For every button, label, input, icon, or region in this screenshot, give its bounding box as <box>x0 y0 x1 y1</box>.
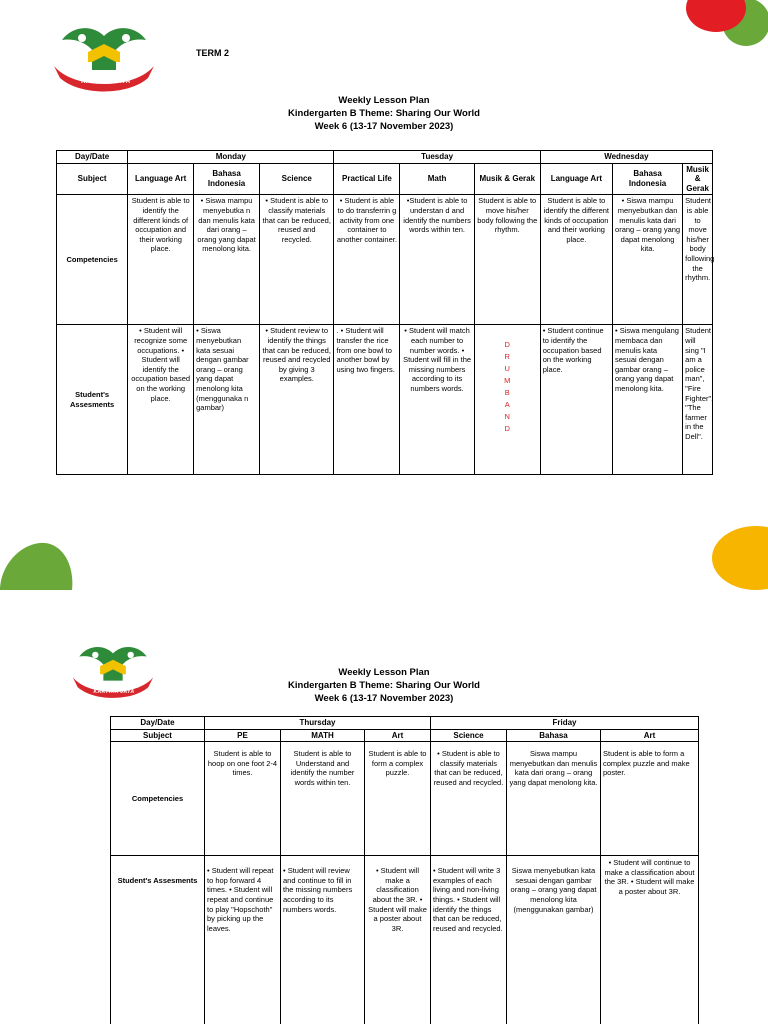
subject-cell: Musik & Gerak <box>474 163 540 195</box>
day-date-header: Day/Date <box>57 151 128 164</box>
assessment-cell: • Student will make a classification about the 3R. • Student will make a poster about 3R. <box>365 856 431 1024</box>
assessment-cell: • Student will write 3 examples of each living and non-living things. • Student will identify the things that can be reduced, reused and recycled. <box>431 856 507 1024</box>
yellow-blob-right <box>708 522 768 590</box>
competency-cell: • Student is able to classify materials that can be reduced, reused and recycled. <box>260 195 334 325</box>
competency-cell: • Siswa mampu menyebutkan dan menulis kata dari orang – orang yang dapat menolong kita. <box>613 195 683 325</box>
subject-cell: Bahasa Indonesia <box>613 163 683 195</box>
assessment-cell: Siswa menyebutkan kata sesuai dengan gambar orang – orang yang dapat menolong kita (menggunakan gambar) <box>507 856 601 1024</box>
assessment-cell: • Student will match each number to number words. • Student will fill in the missing numbers according to its numbers words. <box>400 325 474 475</box>
drumband-letter: R <box>504 352 510 362</box>
term-label: TERM 2 <box>196 48 230 58</box>
day-header: Friday <box>431 717 699 730</box>
competency-cell: Student is able to identify the different kinds of occupation and their working place. <box>540 195 612 325</box>
subject-cell: MATH <box>281 729 365 742</box>
assessment-cell: • Student will recognize some occupations. • Student will identify the occupation based on the working place. <box>128 325 194 475</box>
title-line: Kindergarten B Theme: Sharing Our World <box>288 680 480 691</box>
competency-cell: Student is able to form a complex puzzle and make poster. <box>601 742 699 856</box>
lesson-plan-table-2 <box>110 716 699 1024</box>
drumband-letter: A <box>504 400 510 410</box>
day-header: Monday <box>128 151 334 164</box>
document-page-2 <box>0 618 768 1024</box>
competency-cell: •Student is able to understan d and identify the numbers words within ten. <box>400 195 474 325</box>
drumband-letter: D <box>504 340 510 350</box>
assessment-cell: • Student review to identify the things that can be reduced, reused and recycled by giving 3 examples. <box>260 325 334 475</box>
competency-cell: Student is able to move his/her body following the rhythm. <box>474 195 540 325</box>
drumband-cell <box>474 325 540 475</box>
assessment-cell: Student will sing "I am a police man", "Fire Fighter", "The farmer in the Dell". <box>683 325 713 475</box>
day-header: Thursday <box>205 717 431 730</box>
logo-text: KARTIKA JAYA <box>93 689 135 695</box>
kartika-jaya-logo <box>48 18 160 98</box>
subject-cell: Language Art <box>540 163 612 195</box>
subject-cell: PE <box>205 729 281 742</box>
competencies-row-header: Competencies <box>111 742 205 856</box>
competency-cell: • Student is able to classify materials that can be reduced, reused and recycled. <box>431 742 507 856</box>
subject-cell: Practical Life <box>334 163 400 195</box>
lesson-plan-table-1 <box>56 150 713 475</box>
subject-cell: Math <box>400 163 474 195</box>
logo-text: KARTIKA JAYA <box>81 79 131 85</box>
competency-cell: Siswa mampu menyebutkan dan menulis kata dari orang – orang yang dapat menolong kita. <box>507 742 601 856</box>
assessment-cell: . • Student will transfer the rice from one bowl to another bowl by using two fingers. <box>334 325 400 475</box>
title-line: Weekly Lesson Plan <box>338 95 430 106</box>
competency-cell: Student is able to Understand and identify the number words within ten. <box>281 742 365 856</box>
lesson-plan-title <box>0 666 768 705</box>
assessment-cell: • Student will continue to make a classification about the 3R. • Student will make a poster about 3R. <box>601 856 699 1024</box>
competency-cell: Student is able to identify the different kinds of occupation and their working place. <box>128 195 194 325</box>
subject-header: Subject <box>111 729 205 742</box>
drumband-letter: M <box>504 376 511 386</box>
competency-cell: • Siswa mampu menyebutka n dan menulis kata dari orang – orang yang dapat menolong kita. <box>194 195 260 325</box>
subject-header: Subject <box>57 163 128 195</box>
assessment-cell: • Siswa menyebutkan kata sesuai dengan gambar orang – orang yang dapat menolong kita (menggunaka n gambar) <box>194 325 260 475</box>
competency-cell: Student is able to hoop on one foot 2-4 times. <box>205 742 281 856</box>
assessment-cell: • Student continue to identify the occupation based on the working place. <box>540 325 612 475</box>
title-line: Kindergarten B Theme: Sharing Our World <box>288 108 480 119</box>
day-header: Wednesday <box>540 151 712 164</box>
drumband-letter: B <box>504 388 510 398</box>
red-green-blob-top-right <box>684 0 768 52</box>
day-date-header: Day/Date <box>111 717 205 730</box>
subject-cell: Science <box>260 163 334 195</box>
day-header: Tuesday <box>334 151 540 164</box>
page-gap <box>0 590 768 618</box>
green-blob-left <box>0 538 80 590</box>
assessment-cell: • Student will repeat to hop forward 4 times. • Student will repeat and continue to play "Hopschoth" by picking up the leaves. <box>205 856 281 1024</box>
subject-cell: Art <box>601 729 699 742</box>
competency-cell: Student is able to move his/her body following the rhythm. <box>683 195 713 325</box>
assessments-row-header: Student's Assesments <box>111 856 205 1024</box>
subject-cell: Art <box>365 729 431 742</box>
drumband-letter: D <box>504 424 510 434</box>
drumband-letter: N <box>504 412 510 422</box>
title-line: Week 6 (13-17 November 2023) <box>314 693 454 704</box>
lesson-plan-title <box>0 94 768 133</box>
assessments-row-header: Student's Assesments <box>57 325 128 475</box>
competency-cell: • Student is able to do transferrin g activity from one container to another container. <box>334 195 400 325</box>
assessment-cell: • Siswa mengulang membaca dan menulis kata sesuai dengan gambar orang – orang yang dapat menolong kita. <box>613 325 683 475</box>
subject-cell: Musik & Gerak <box>683 163 713 195</box>
title-line: Week 6 (13-17 November 2023) <box>314 121 454 132</box>
drumband-letter: U <box>504 364 510 374</box>
competencies-row-header: Competencies <box>57 195 128 325</box>
competency-cell: Student is able to form a complex puzzle. <box>365 742 431 856</box>
assessment-cell: • Student will review and continue to fill in the missing numbers according to its numbers words. <box>281 856 365 1024</box>
title-line: Weekly Lesson Plan <box>338 667 430 678</box>
subject-cell: Science <box>431 729 507 742</box>
subject-cell: Language Art <box>128 163 194 195</box>
subject-cell: Bahasa <box>507 729 601 742</box>
subject-cell: Bahasa Indonesia <box>194 163 260 195</box>
